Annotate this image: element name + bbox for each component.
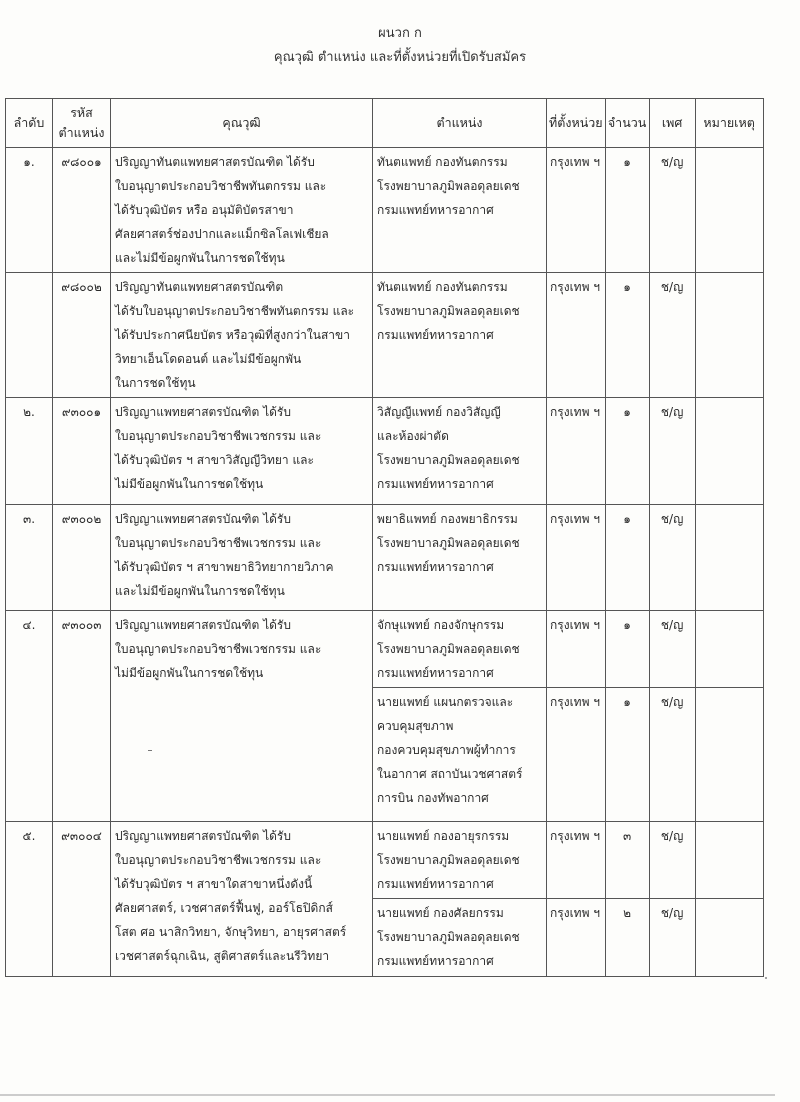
position-cell [373, 611, 547, 688]
cell-line: ได้รับวุฒิบัตร ฯ สาขาใดสาขาหนึ่งดังนี้ [115, 877, 313, 891]
header-qualification: คุณวุฒิ [111, 99, 373, 148]
cell-line: ใบอนุญาตประกอบวิชาชีพเวชกรรม และ [115, 429, 322, 443]
table-row [6, 273, 764, 398]
cell-line: ได้รับวุฒิบัตร ฯ สาขาวิสัญญีวิทยา และ [115, 453, 314, 467]
remark-cell [695, 148, 763, 273]
cell-line: เวชศาสตร์ฉุกเฉิน, สูติศาสตร์และนรีวิทยา [115, 949, 330, 963]
cell-line: กรมแพทย์ทหารอากาศ [377, 877, 494, 891]
cell-line: กรมแพทย์ทหารอากาศ [377, 560, 494, 574]
row-number: ๓. [6, 505, 53, 611]
qualification-cell [111, 505, 373, 611]
remark-cell [695, 273, 763, 398]
remark-cell [695, 398, 763, 505]
table-header-row [6, 99, 764, 148]
cell-line: จักษุแพทย์ กองจักษุกรรม [377, 618, 505, 632]
position-cell [373, 688, 547, 822]
location-cell: กรุงเทพ ฯ [547, 899, 606, 977]
cell-line: และห้องผ่าตัด [377, 429, 449, 443]
count-cell: ๓ [605, 822, 649, 899]
cell-line: ปริญญาทันตแพทยศาสตรบัณฑิต [115, 280, 284, 294]
cell-line: ปริญญาแพทยศาสตรบัณฑิต ได้รับ [115, 829, 291, 843]
cell-line: กรมแพทย์ทหารอากาศ [377, 954, 494, 968]
row-number [6, 273, 53, 398]
header-position: ตำแหน่ง [373, 99, 547, 148]
position-cell [373, 899, 547, 977]
qualification-cell [111, 148, 373, 273]
remark-cell [695, 899, 763, 977]
cell-line: กรมแพทย์ทหารอากาศ [377, 203, 494, 217]
table-row [6, 148, 764, 273]
cell-line: นายแพทย์ กองอายุรกรรม [377, 829, 510, 843]
cell-line: กรมแพทย์ทหารอากาศ [377, 477, 494, 491]
header-location: ที่ตั้งหน่วย [547, 99, 606, 148]
location-cell: กรุงเทพ ฯ [547, 688, 606, 822]
cell-line: ปริญญาแพทยศาสตรบัณฑิต ได้รับ [115, 405, 291, 419]
cell-line: ใบอนุญาตประกอบวิชาชีพเวชกรรม และ [115, 536, 322, 550]
cell-line: ได้รับประกาศนียบัตร หรือวุฒิที่สูงกว่าในสาขา [115, 328, 350, 342]
remark-cell [695, 505, 763, 611]
sex-cell: ช/ญ [649, 273, 695, 398]
sex-cell: ช/ญ [649, 148, 695, 273]
cell-line: วิทยาเอ็นโดดอนต์ และไม่มีข้อผูกพัน [115, 352, 302, 366]
document-subheading: คุณวุฒิ ตำแหน่ง และที่ตั้งหน่วยที่เปิดรับสมัคร [273, 50, 527, 65]
count-cell: ๑ [605, 505, 649, 611]
header-code-line2: ตำแหน่ง [58, 125, 105, 140]
remark-cell [695, 611, 763, 688]
cell-line: วิสัญญีแพทย์ กองวิสัญญี [377, 405, 501, 419]
cell-line: ปริญญาแพทยศาสตรบัณฑิต ได้รับ [115, 618, 291, 632]
count-cell: ๑ [605, 148, 649, 273]
cell-line: โรงพยาบาลภูมิพลอดุลยเดช [377, 179, 520, 193]
cell-line: กรมแพทย์ทหารอากาศ [377, 328, 494, 342]
cell-line: โรงพยาบาลภูมิพลอดุลยเดช [377, 304, 520, 318]
stray-mark [148, 750, 152, 751]
qualification-cell [111, 398, 373, 505]
location-cell: กรุงเทพ ฯ [547, 822, 606, 899]
count-cell: ๑ [605, 398, 649, 505]
location-cell: กรุงเทพ ฯ [547, 611, 606, 688]
cell-line: พยาธิแพทย์ กองพยาธิกรรม [377, 512, 518, 526]
location-cell: กรุงเทพ ฯ [547, 398, 606, 505]
cell-line: ได้รับวุฒิบัตร ฯ สาขาพยาธิวิทยากายวิภาค [115, 560, 334, 574]
cell-line: และไม่มีข้อผูกพันในการชดใช้ทุน [115, 251, 285, 265]
sex-cell: ช/ญ [649, 899, 695, 977]
position-code: ๙๓๐๐๓ [53, 611, 111, 822]
cell-line: การบิน กองทัพอากาศ [377, 791, 489, 805]
cell-line: ในการชดใช้ทุน [115, 376, 196, 390]
cell-line: นายแพทย์ แผนกตรวจและ [377, 695, 514, 709]
remark-cell [695, 822, 763, 899]
sex-cell: ช/ญ [649, 611, 695, 688]
qualification-cell [111, 822, 373, 977]
count-cell: ๑ [605, 273, 649, 398]
table-row [6, 822, 764, 899]
cell-line: ใบอนุญาตประกอบวิชาชีพเวชกรรม และ [115, 642, 322, 656]
cell-line: ทันตแพทย์ กองทันตกรรม [377, 155, 508, 169]
header-no: ลำดับ [6, 99, 53, 148]
cell-line: ปริญญาแพทยศาสตรบัณฑิต ได้รับ [115, 512, 291, 526]
cell-line: โรงพยาบาลภูมิพลอดุลยเดช [377, 536, 520, 550]
count-cell: ๑ [605, 611, 649, 688]
header-sex: เพศ [649, 99, 695, 148]
position-code: ๙๓๐๐๑ [53, 398, 111, 505]
header-code [53, 99, 111, 148]
sex-cell: ช/ญ [649, 505, 695, 611]
cell-line: ไม่มีข้อผูกพันในการชดใช้ทุน [115, 666, 264, 680]
cell-line: ไม่มีข้อผูกพันในการชดใช้ทุน [115, 477, 264, 491]
qualification-cell [111, 611, 373, 822]
sex-cell: ช/ญ [649, 398, 695, 505]
position-cell [373, 822, 547, 899]
cell-line: โรงพยาบาลภูมิพลอดุลยเดช [377, 453, 520, 467]
count-cell: ๑ [605, 688, 649, 822]
cell-line: นายแพทย์ กองศัลยกรรม [377, 906, 504, 920]
table-row [6, 505, 764, 611]
cell-line: โรงพยาบาลภูมิพลอดุลยเดช [377, 853, 520, 867]
count-cell: ๒ [605, 899, 649, 977]
row-number: ๔. [6, 611, 53, 822]
position-cell [373, 398, 547, 505]
table-row [6, 398, 764, 505]
position-cell [373, 273, 547, 398]
sex-cell: ช/ญ [649, 822, 695, 899]
cell-line: กองควบคุมสุขภาพผู้ทำการ [377, 743, 516, 757]
cell-line: กรมแพทย์ทหารอากาศ [377, 666, 494, 680]
row-number: ๒. [6, 398, 53, 505]
location-cell: กรุงเทพ ฯ [547, 505, 606, 611]
position-cell [373, 505, 547, 611]
header-remark: หมายเหตุ [695, 99, 763, 148]
location-cell: กรุงเทพ ฯ [547, 273, 606, 398]
row-number: ๑. [6, 148, 53, 273]
position-code: ๙๓๐๐๔ [53, 822, 111, 977]
header-count: จำนวน [605, 99, 649, 148]
remark-cell [695, 688, 763, 822]
position-cell [373, 148, 547, 273]
location-cell: กรุงเทพ ฯ [547, 148, 606, 273]
cell-line: ได้รับใบอนุญาตประกอบวิชาชีพทันตกรรม และ [115, 304, 355, 318]
appendix-heading: ผนวก ก [378, 26, 422, 41]
header-code-line1: รหัส [70, 105, 93, 120]
cell-line: ใบอนุญาตประกอบวิชาชีพเวชกรรม และ [115, 853, 322, 867]
cell-line: โสต ศอ นาสิกวิทยา, จักษุวิทยา, อายุรศาสตร์ [115, 925, 347, 939]
position-code: ๙๘๐๐๒ [53, 273, 111, 398]
page-edge [0, 1094, 775, 1096]
cell-line: ในอากาศ สถาบันเวชศาสตร์ [377, 767, 523, 781]
cell-line: ควบคุมสุขภาพ [377, 719, 454, 733]
cell-line: ศัลยศาสตร์ช่องปากและแม็กซิลโลเฟเชียล [115, 227, 329, 241]
cell-line: ศัลยศาสตร์, เวชศาสตร์ฟื้นฟู, ออร์โธปิดิกส์ [115, 901, 333, 915]
scan-speck [765, 977, 767, 979]
cell-line: ทันตแพทย์ กองทันตกรรม [377, 280, 508, 294]
position-code: ๙๓๐๐๒ [53, 505, 111, 611]
sex-cell: ช/ญ [649, 688, 695, 822]
row-number: ๕. [6, 822, 53, 977]
positions-table [5, 98, 764, 977]
position-code: ๙๘๐๐๑ [53, 148, 111, 273]
cell-line: โรงพยาบาลภูมิพลอดุลยเดช [377, 642, 520, 656]
cell-line: ปริญญาทันตแพทยศาสตรบัณฑิต ได้รับ [115, 155, 315, 169]
table-row [6, 611, 764, 688]
qualification-cell [111, 273, 373, 398]
cell-line: และไม่มีข้อผูกพันในการชดใช้ทุน [115, 584, 285, 598]
cell-line: ได้รับวุฒิบัตร หรือ อนุมัติบัตรสาขา [115, 203, 294, 217]
cell-line: ใบอนุญาตประกอบวิชาชีพทันตกรรม และ [115, 179, 327, 193]
cell-line: โรงพยาบาลภูมิพลอดุลยเดช [377, 930, 520, 944]
